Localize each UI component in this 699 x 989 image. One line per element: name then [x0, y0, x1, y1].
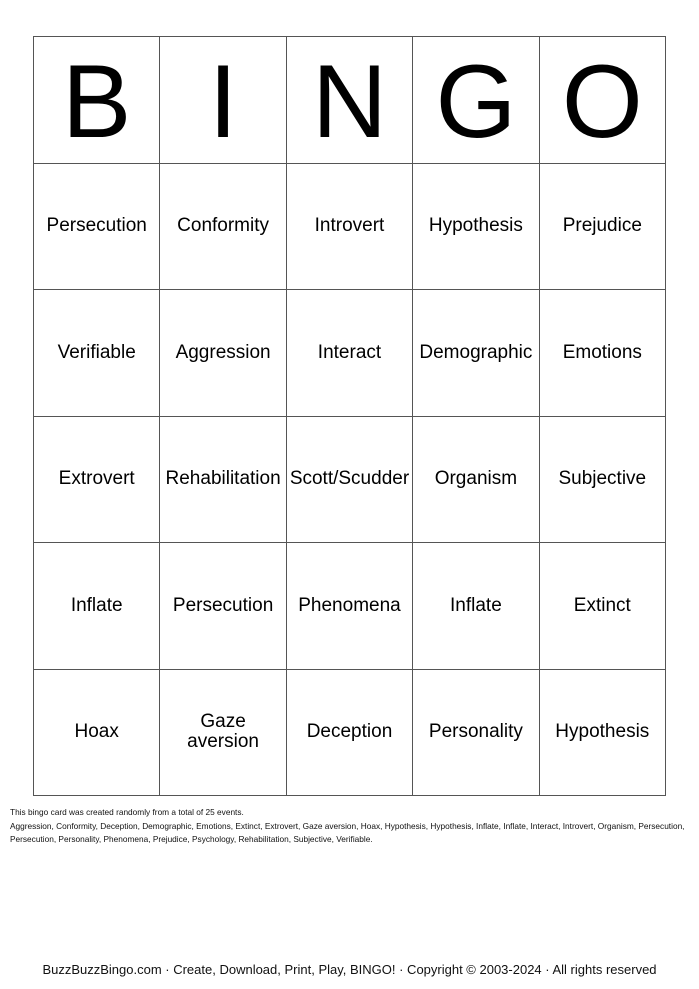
bingo-cell: Verifiable — [34, 290, 160, 417]
header-letter-g: G — [413, 37, 539, 164]
bingo-cell: Subjective — [540, 417, 666, 544]
bingo-card — [33, 36, 666, 796]
bingo-cell: Phenomena — [287, 543, 413, 670]
header-letter-n: N — [287, 37, 413, 164]
bingo-cell: Aggression — [160, 290, 286, 417]
bingo-cell: Emotions — [540, 290, 666, 417]
bingo-cell: Interact — [287, 290, 413, 417]
bingo-cell: Conformity — [160, 164, 286, 291]
bingo-cell: Hoax — [34, 670, 160, 797]
header-letter-o: O — [540, 37, 666, 164]
bingo-cell: Scott/Scudder — [287, 417, 413, 544]
card-info-summary: This bingo card was created randomly from a total of 25 events. — [10, 807, 244, 817]
bingo-cell: Demographic — [413, 290, 539, 417]
bingo-cell: Personality — [413, 670, 539, 797]
bingo-cell: Gaze aversion — [160, 670, 286, 797]
bingo-cell: Inflate — [413, 543, 539, 670]
bingo-cell: Deception — [287, 670, 413, 797]
header-letter-b: B — [34, 37, 160, 164]
bingo-cell: Extinct — [540, 543, 666, 670]
card-info-word-list: Aggression, Conformity, Deception, Demographic, Emotions, Extinct, Extrovert, Gaze aversion, Hoax, Hypothesis, Hypothesis, Inflate, Inflate, Interact, Introvert, Organism, Persecution, Persecution, Personality, Phenomena, Prejudice, Psychology, Rehabilitation, Subjective, Verifiable. — [10, 820, 685, 844]
bingo-cell: Organism — [413, 417, 539, 544]
header-letter-i: I — [160, 37, 286, 164]
bingo-cell: Rehabilitation — [160, 417, 286, 544]
bingo-cell: Prejudice — [540, 164, 666, 291]
page-footer: BuzzBuzzBingo.com · Create, Download, Print, Play, BINGO! · Copyright © 2003-2024 · All rights reserved — [42, 962, 657, 977]
bingo-cell: Persecution — [160, 543, 286, 670]
bingo-cell: Hypothesis — [413, 164, 539, 291]
bingo-cell: Persecution — [34, 164, 160, 291]
bingo-cell: Introvert — [287, 164, 413, 291]
card-info — [10, 806, 690, 847]
bingo-cell: Extrovert — [34, 417, 160, 544]
bingo-cell: Hypothesis — [540, 670, 666, 797]
bingo-cell: Inflate — [34, 543, 160, 670]
